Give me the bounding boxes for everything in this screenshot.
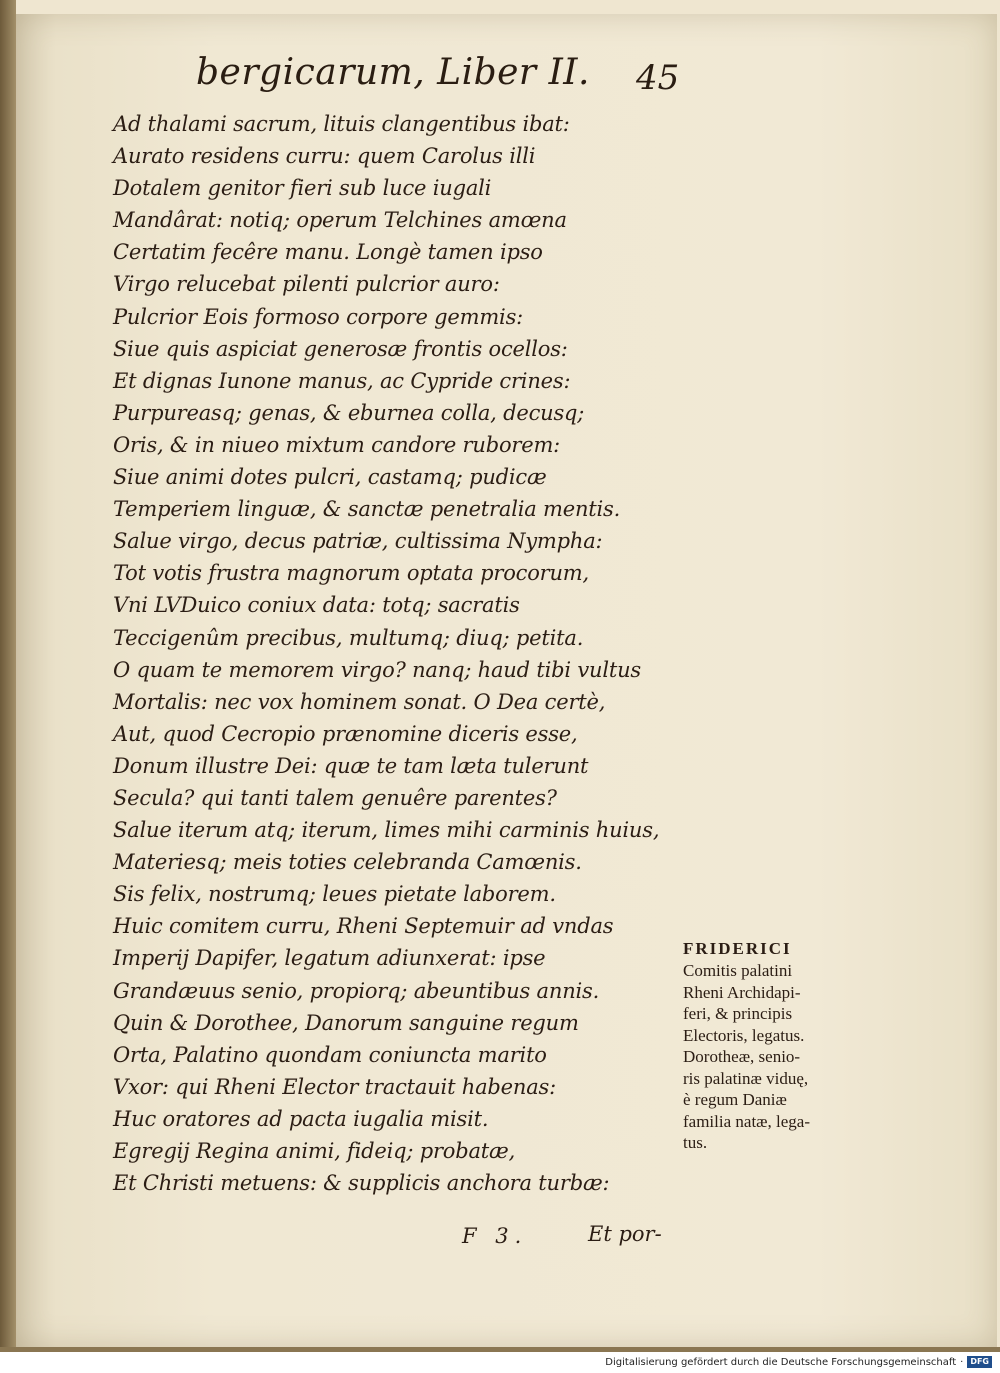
page-number: 45: [636, 58, 680, 98]
verse-line: Materiesq; meis toties celebranda Camœnis.: [113, 850, 582, 875]
marginal-note-line: è regum Daniæ: [683, 1090, 787, 1109]
verse-line: Donum illustre Dei: quæ te tam læta tulerunt: [113, 753, 589, 778]
verse-line: Quin & Dorothee, Danorum sanguine regum: [113, 1010, 579, 1035]
credit-text: Digitalisierung gefördert durch die Deutsche Forschungsgemeinschaft: [605, 1356, 957, 1368]
verse-line: Salue iterum atq; iterum, limes mihi carminis huius,: [113, 818, 660, 843]
marginal-note-line: Rheni Archidapi-: [683, 982, 801, 1002]
verse-line: Imperij Dapifer, legatum adiunxerat: ipse: [113, 946, 546, 971]
verse-line: Virgo relucebat pilenti pulcrior auro:: [113, 272, 500, 297]
marginal-note-line: ris palatinæ viduę,: [683, 1068, 809, 1088]
marginal-note: [683, 938, 848, 1154]
verse-line: Dotalem genitor fieri sub luce iugali: [113, 176, 492, 201]
verse-line: Mandârat: notiq; operum Telchines amœna: [113, 208, 567, 233]
verse-line: Aut, quod Cecropio prænomine diceris esse,: [113, 721, 578, 746]
verse-line: Mortalis: nec vox hominem sonat. O Dea certè,: [113, 689, 606, 714]
verse-line: Et Christi metuens: & supplicis anchora turbæ:: [113, 1171, 610, 1196]
verse-line: Oris, & in niueo mixtum candore ruborem:: [113, 432, 561, 457]
dfg-logo[interactable]: DFG: [967, 1356, 992, 1368]
book-edge-left: [0, 0, 16, 1352]
verse-line: Tot votis frustra magnorum optata procorum,: [113, 561, 589, 586]
verse-text: [113, 108, 659, 1199]
verse-line: Vxor: qui Rheni Elector tractauit habenas:: [113, 1074, 556, 1099]
verse-line: Secula? qui tanti talem genuêre parentes?: [113, 785, 557, 810]
verse-line: Certatim fecêre manu. Longè tamen ipso: [113, 240, 543, 265]
verse-line: Sis felix, nostrumq; leues pietate laborem.: [113, 882, 556, 907]
marginal-note-line: familia natæ, lega-: [683, 1111, 810, 1131]
verse-line: Salue virgo, decus patriæ, cultissima Nympha:: [113, 529, 603, 554]
verse-line: Aurato residens curru: quem Carolus illi: [113, 144, 536, 169]
verse-line: Orta, Palatino quondam coniuncta marito: [113, 1042, 547, 1067]
marginal-note-line: tus.: [683, 1133, 708, 1152]
verse-line: Teccigenûm precibus, multumq; diuq; petita.: [113, 625, 584, 650]
verse-line: Purpureasq; genas, & eburnea colla, decusq;: [113, 400, 585, 425]
verse-line: O quam te memorem virgo? nanq; haud tibi vultus: [113, 657, 641, 682]
marginal-note-title: FRIDERICI: [683, 939, 792, 958]
book-edge-bottom: [0, 1347, 1000, 1352]
digitization-credit: Digitalisierung gefördert durch die Deutsche Forschungsgemeinschaft · DFG: [605, 1356, 992, 1368]
verse-line: Vni LVDuico coniux data: totq; sacratis: [113, 593, 520, 618]
verse-line: Et dignas Iunone manus, ac Cypride crines:: [113, 368, 571, 393]
verse-line: Ad thalami sacrum, lituis clangentibus ibat:: [113, 112, 570, 136]
marginal-note-line: Electoris, legatus.: [683, 1025, 805, 1045]
marginal-note-line: feri, & principis: [683, 1004, 793, 1023]
catchword: Et por-: [588, 1222, 662, 1246]
verse-line: Siue animi dotes pulcri, castamq; pudicæ: [113, 465, 547, 490]
verse-line: Temperiem linguæ, & sanctæ penetralia mentis.: [113, 497, 621, 522]
marginal-note-line: Comitis palatini: [683, 961, 793, 980]
marginal-note-line: Dorotheæ, senio-: [683, 1047, 801, 1066]
verse-line: Egregij Regina animi, fideiq; probatæ,: [113, 1139, 516, 1163]
verse-line: Grandæuus senio, propiorq; abeuntibus annis.: [113, 978, 600, 1003]
running-title: bergicarum, Liber II.: [196, 52, 590, 93]
verse-line: Siue quis aspiciat generosæ frontis ocellos:: [113, 336, 568, 361]
verse-line: Huic comitem curru, Rheni Septemuir ad vndas: [113, 914, 614, 939]
verse-line: Huc oratores ad pacta iugalia misit.: [113, 1106, 489, 1131]
verse-line: Pulcrior Eois formoso corpore gemmis:: [113, 304, 524, 329]
signature-mark: F 3.: [462, 1224, 528, 1248]
